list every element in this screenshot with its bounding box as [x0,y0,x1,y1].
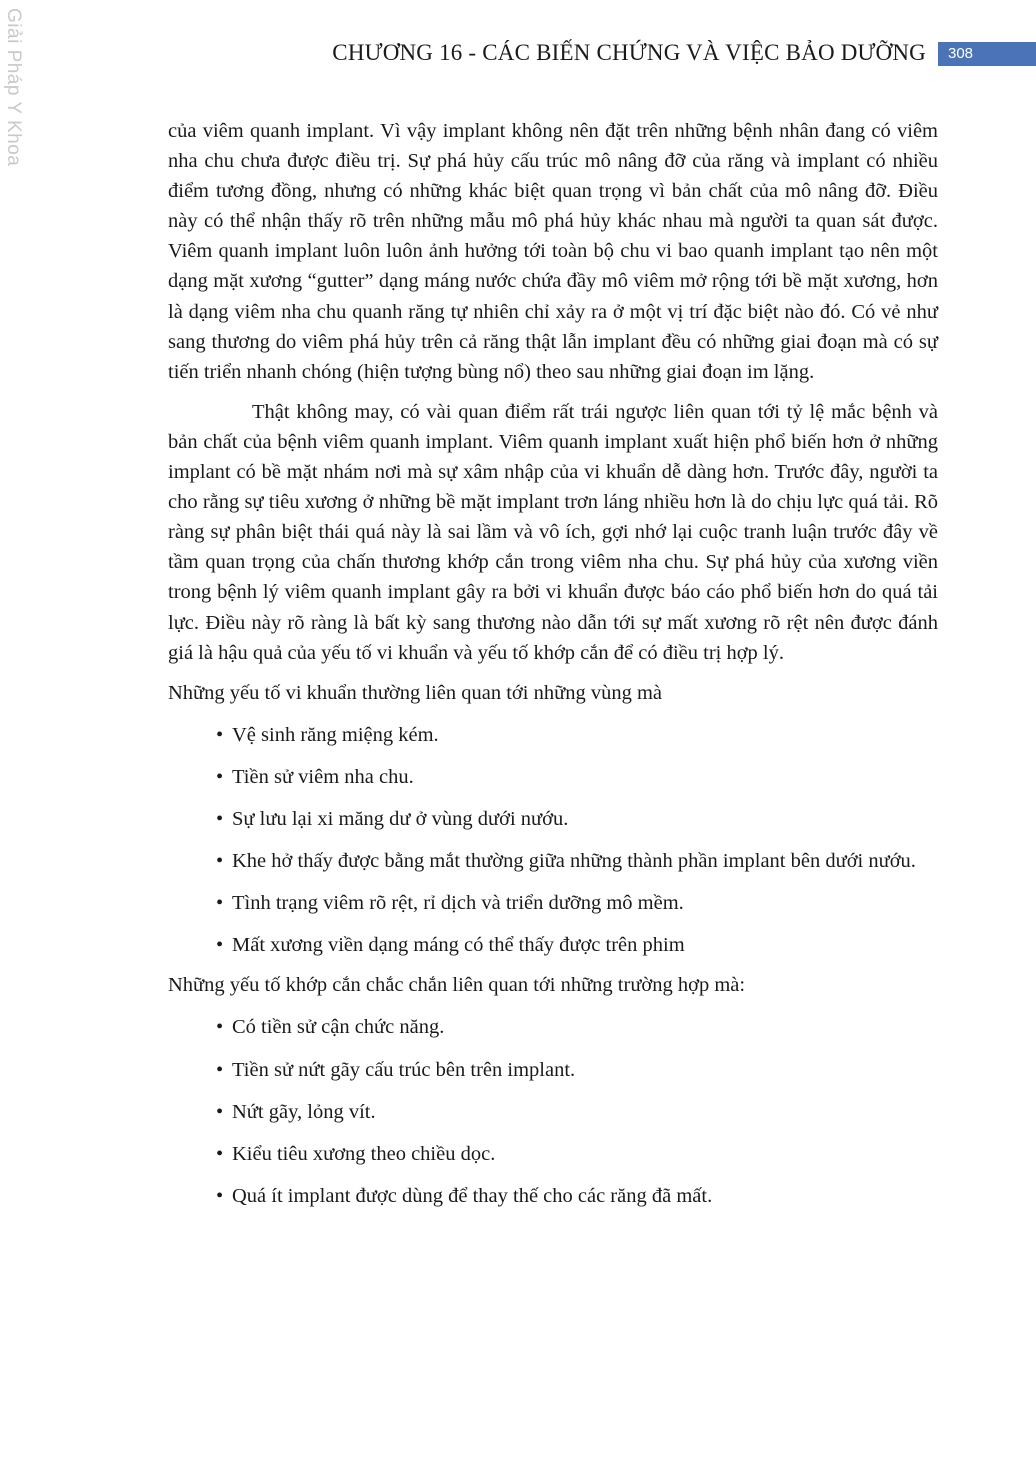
list-item: • Tình trạng viêm rõ rệt, rỉ dịch và triển dưỡng mô mềm. [216,888,938,918]
list-item: • Kiểu tiêu xương theo chiều dọc. [216,1139,938,1169]
page-number-badge: 308 [938,42,1036,66]
list-item: • Tiền sử nứt gãy cấu trúc bên trên implant. [216,1055,938,1085]
body-paragraph: của viêm quanh implant. Vì vậy implant không nên đặt trên những bệnh nhân đang có viêm nha chu chưa được điều trị. Sự phá hủy cấu trúc mô nâng đỡ của răng và implant có nhiều điểm tương đồng, nhưng có những khác biệt quan trọng vì bản chất của mô nâng đỡ. Điều này có thể nhận thấy rõ trên những mẫu mô phá hủy khác nhau mà người ta quan sát được. Viêm quanh implant luôn luôn ảnh hưởng tới toàn bộ chu vi bao quanh implant tạo nên một dạng mặt xương “gutter” dạng máng nước chứa đầy mô viêm mở rộng tới bề mặt xương, hơn là dạng viêm nha chu quanh răng tự nhiên chỉ xảy ra ở một vị trí đặc biệt nào đó. Có vẻ như sang thương do viêm phá hủy trên cả răng thật lẫn implant đều có những giai đoạn mà có sự tiến triển nhanh chóng (hiện tượng bùng nổ) theo sau những giai đoạn im lặng. [168,120,938,383]
bullet-icon: • [216,892,224,915]
bullet-icon: • [216,765,224,788]
list-item: • Nứt gãy, lỏng vít. [216,1097,938,1127]
bullet-icon: • [216,807,224,830]
chapter-title: CHƯƠNG 16 - CÁC BIẾN CHỨNG VÀ VIỆC BẢO DƯỠNG [332,40,926,65]
bullet-icon: • [216,1058,224,1081]
bullet-icon: • [216,1184,224,1207]
occlusal-factors-list [168,1012,938,1210]
watermark-text: Giải Pháp Y Khoa [3,8,24,167]
bullet-icon: • [216,850,224,873]
bullet-icon: • [216,934,224,957]
bullet-icon: • [216,1016,224,1039]
list-item: • Tiền sử viêm nha chu. [216,762,938,792]
bullet-icon: • [216,1142,224,1165]
occlusal-factors-lead: Những yếu tố khớp cắn chắc chắn liên quan tới những trường hợp mà: [168,974,746,997]
list-item: • Có tiền sử cận chức năng. [216,1012,938,1042]
bullet-icon: • [216,1100,224,1123]
body-paragraph: Thật không may, có vài quan điểm rất trái ngược liên quan tới tỷ lệ mắc bệnh và bản chất của bệnh viêm quanh implant. Viêm quanh implant xuất hiện phổ biến hơn ở những implant có bề mặt nhám nơi mà sự xâm nhập của vi khuẩn dễ dàng hơn. Trước đây, người ta cho rằng sự tiêu xương ở những bề mặt implant trơn láng nhiều hơn là do chịu lực quá tải. Rõ ràng sự phân biệt thái quá này là sai lầm và vô ích, gợi nhớ lại cuộc tranh luận trước đây về tầm quan trọng của chấn thương khớp cắn trong viêm nha chu. Sự phá hủy của xương viền trong bệnh lý viêm quanh implant gây ra bởi vi khuẩn được báo cáo phổ biến hơn do quá tải lực. Điều này rõ ràng là bất kỳ sang thương nào dẫn tới sự mất xương rõ rệt nên được đánh giá là hậu quả của yếu tố vi khuẩn và yếu tố khớp cắn để có điều trị hợp lý. [168,400,938,664]
bullet-icon: • [216,723,224,746]
list-item: • Khe hở thấy được bằng mắt thường giữa những thành phần implant bên dưới nướu. [216,846,938,876]
bacterial-factors-lead: Những yếu tố vi khuẩn thường liên quan tới những vùng mà [168,681,663,704]
page-header [0,38,1036,70]
list-item: • Mất xương viền dạng máng có thể thấy được trên phim [216,930,938,960]
list-item: • Quá ít implant được dùng để thay thế cho các răng đã mất. [216,1181,938,1211]
list-item: • Sự lưu lại xi măng dư ở vùng dưới nướu. [216,804,938,834]
bacterial-factors-list [168,720,938,961]
page-body [168,116,938,1211]
list-item: • Vệ sinh răng miệng kém. [216,720,938,750]
